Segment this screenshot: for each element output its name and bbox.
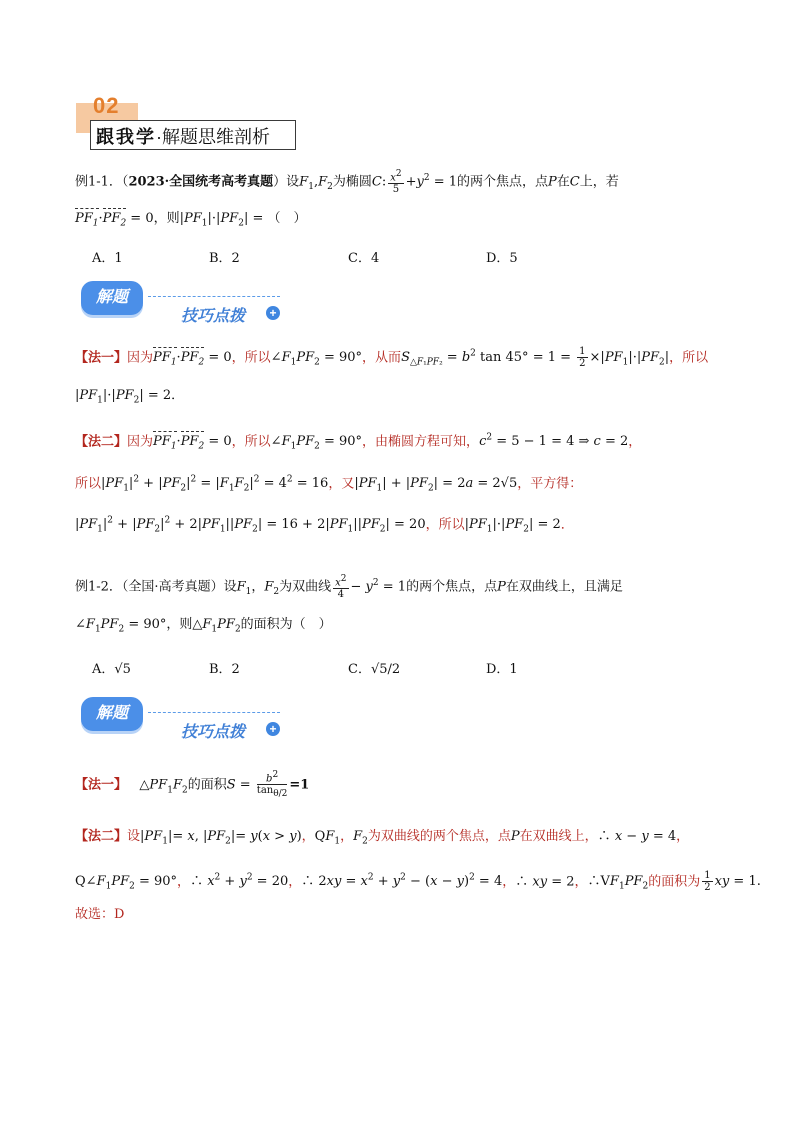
ex1-method1-line2: $|PF_1|\cdot|PF_2| = 2$． <box>75 388 185 406</box>
plus-icon: + <box>266 306 280 320</box>
ex1-stem-line2: $PF_1\cdot PF_2 = 0$，则$|PF_1|\cdot|PF_2|$ = （ ） <box>75 209 307 234</box>
section-number: 02 <box>93 93 120 118</box>
ex1-source: 2023·全国统考高考真题 <box>128 174 274 190</box>
solve-badge-2: 解题 <box>81 697 143 731</box>
ex2-option-a: A．√5 <box>92 662 131 677</box>
section-title <box>96 123 270 149</box>
ex1-stem-line1: 例1-1．（2023·全国统考高考真题）设$F_1,F_2$为椭圆C: $\frac{x^2}{5}$ $+y^2 = 1$的两个焦点，点P在C上，若 <box>75 168 619 195</box>
section-title-main: 跟我学 <box>96 127 156 147</box>
ex2-method2-line1: 【法二】设$|PF_1|= x$, $|PF_2|= y(x > y)$，$QF_1$，$F_2$为双曲线的两个焦点，点P在双曲线上，∴ x − y = 4， <box>75 829 690 847</box>
badge-divider-2 <box>148 712 280 713</box>
ex1-option-a: A．1 <box>92 251 123 266</box>
ex1-option-b: B．2 <box>209 251 240 266</box>
plus-icon-2: + <box>266 722 280 736</box>
badge-divider <box>148 296 280 297</box>
ex1-option-c: C．4 <box>348 251 380 266</box>
ex2-method1-line: 【法一】 $\triangle PF_1F_2$的面积S = $\frac{b^2}{\tan_{\theta/2}}$ =1 <box>75 770 310 800</box>
ex2-answer: 故选：D <box>75 907 125 922</box>
ex2-method2-line2: $Q\angle F_1PF_2 = 90^\circ$，∴ $x^2 + y^2 = 20$，∴ $2xy = x^2 + y^2 - (x - y)^2 = 4$，∴ xy = 2，$\therefore VF_1PF_2$的面积为 $\frac{1}{2}$ xy = 1. <box>75 870 761 894</box>
ex2-stem-line2: $\angle F_1PF_2 = 90^\circ$，则$\triangle F_1PF_2$的面积为（ ） <box>75 617 332 635</box>
ex1-method1-line1: 【法一】因为$PF_1\cdot PF_2 = 0$，所以$\angle F_1PF_2 = 90^\circ$，从而$S_{\triangle F_1PF_2} = b^2$ tan 45° = 1 = $\frac{1}{2}$ $\times|PF_1|\cdot|PF_2|$，所以 <box>75 344 708 373</box>
ex1-method2-line1: 【法二】因为$PF_1\cdot PF_2 = 0$，所以$\angle F_1PF_2 = 90^\circ$，由椭圆方程可知，$c^2 = 5 - 1 = 4$ ⇒ c = 2， <box>75 428 641 457</box>
ex2-option-b: B．2 <box>209 662 240 677</box>
ex1-method2-line2: 所以$|PF_1|^2 + |PF_2|^2 = |F_1F_2|^2 = 4^2 = 16$，又$|PF_1| + |PF_2| = 2a = 2√5$，平方得： <box>75 475 583 494</box>
ex2-option-d: D．1 <box>486 662 518 677</box>
ex2-stem-line1: 例1-2．（全国·高考真题）设$F_1$，$F_2$为双曲线 $\frac{x^2}{4}$ − $y^2 = 1$的两个焦点，点P在双曲线上，且满足 <box>75 573 623 600</box>
tip-label-2: 技巧点拨 <box>181 724 246 741</box>
ex1-option-d: D．5 <box>486 251 518 266</box>
section-title-sub: ·解题思维剖析 <box>156 127 270 147</box>
ex1-method2-line3: $|PF_1|^2 + |PF_2|^2 + 2|PF_1||PF_2| = 16 + 2|PF_1||PF_2| = 20$，所以$|PF_1|\cdot|PF_2| = 2$． <box>75 516 574 535</box>
solve-badge: 解题 <box>81 281 143 315</box>
ex2-option-c: C．√5/2 <box>348 662 401 677</box>
tip-label: 技巧点拨 <box>181 308 246 325</box>
